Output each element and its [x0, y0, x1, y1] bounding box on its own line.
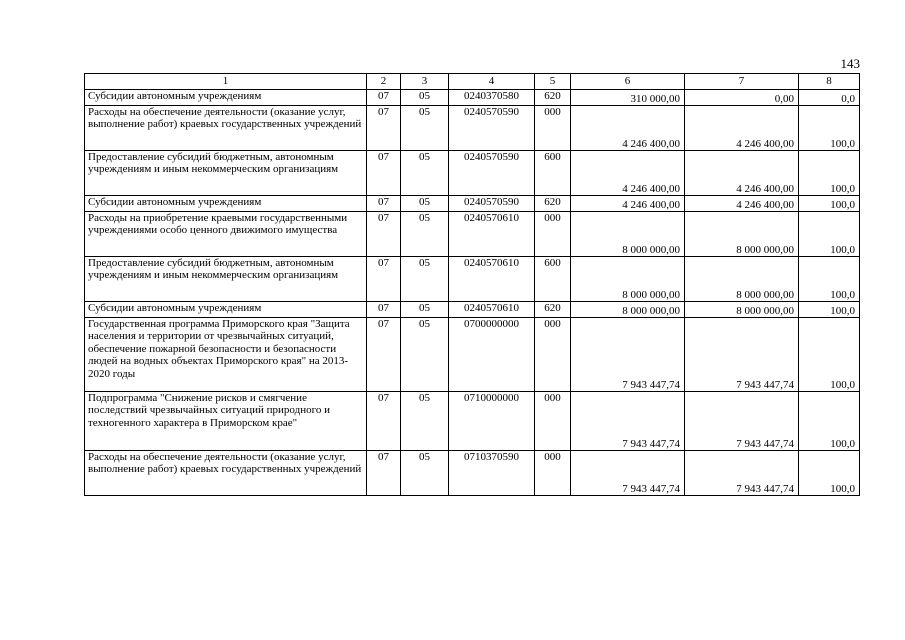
row-expense-type: 000: [535, 318, 571, 392]
table-row: [85, 451, 860, 496]
row-target-code: 0240570610: [449, 302, 535, 318]
row-percent: 100,0: [799, 451, 860, 496]
header-cell: 4: [449, 74, 535, 90]
table-row: [85, 392, 860, 451]
row-plan-amount: 7 943 447,74: [571, 318, 685, 392]
row-subsection: 05: [401, 451, 449, 496]
table-row: [85, 257, 860, 302]
row-section: 07: [367, 106, 401, 151]
table-row: [85, 151, 860, 196]
row-plan-amount: 4 246 400,00: [571, 196, 685, 212]
row-actual-amount: 4 246 400,00: [685, 151, 799, 196]
header-row: [85, 74, 860, 90]
row-actual-amount: 8 000 000,00: [685, 302, 799, 318]
row-target-code: 0700000000: [449, 318, 535, 392]
row-name: Предоставление субсидий бюджетным, автономным учреждениям и иным некоммерческим организациям: [85, 151, 367, 196]
row-percent: 100,0: [799, 212, 860, 257]
row-section: 07: [367, 318, 401, 392]
row-subsection: 05: [401, 90, 449, 106]
row-plan-amount: 8 000 000,00: [571, 257, 685, 302]
row-name: Субсидии автономным учреждениям: [85, 90, 367, 106]
row-subsection: 05: [401, 212, 449, 257]
row-section: 07: [367, 196, 401, 212]
row-plan-amount: 310 000,00: [571, 90, 685, 106]
row-name: Субсидии автономным учреждениям: [85, 196, 367, 212]
row-percent: 100,0: [799, 318, 860, 392]
row-actual-amount: 8 000 000,00: [685, 257, 799, 302]
header-cell: 3: [401, 74, 449, 90]
row-target-code: 0240570590: [449, 106, 535, 151]
row-section: 07: [367, 212, 401, 257]
row-plan-amount: 7 943 447,74: [571, 392, 685, 451]
row-plan-amount: 4 246 400,00: [571, 106, 685, 151]
row-expense-type: 600: [535, 257, 571, 302]
row-section: 07: [367, 392, 401, 451]
row-percent: 100,0: [799, 196, 860, 212]
table-row: [85, 212, 860, 257]
row-actual-amount: 7 943 447,74: [685, 318, 799, 392]
header-cell: 6: [571, 74, 685, 90]
row-section: 07: [367, 151, 401, 196]
row-plan-amount: 8 000 000,00: [571, 302, 685, 318]
row-subsection: 05: [401, 318, 449, 392]
row-actual-amount: 7 943 447,74: [685, 451, 799, 496]
header-cell: 2: [367, 74, 401, 90]
row-subsection: 05: [401, 106, 449, 151]
row-expense-type: 620: [535, 302, 571, 318]
row-target-code: 0240370580: [449, 90, 535, 106]
row-section: 07: [367, 451, 401, 496]
row-expense-type: 620: [535, 90, 571, 106]
row-section: 07: [367, 90, 401, 106]
row-subsection: 05: [401, 196, 449, 212]
row-subsection: 05: [401, 392, 449, 451]
row-actual-amount: 0,00: [685, 90, 799, 106]
row-plan-amount: 7 943 447,74: [571, 451, 685, 496]
row-target-code: 0240570610: [449, 257, 535, 302]
row-expense-type: 600: [535, 151, 571, 196]
row-name: Расходы на приобретение краевыми государственными учреждениями особо ценного движимого имущества: [85, 212, 367, 257]
row-expense-type: 620: [535, 196, 571, 212]
table-row: [85, 302, 860, 318]
row-percent: 100,0: [799, 392, 860, 451]
row-name: Расходы на обеспечение деятельности (оказание услуг, выполнение работ) краевых государственных учреждений: [85, 106, 367, 151]
row-target-code: 0240570590: [449, 196, 535, 212]
row-section: 07: [367, 257, 401, 302]
row-plan-amount: 4 246 400,00: [571, 151, 685, 196]
row-name: Предоставление субсидий бюджетным, автономным учреждениям и иным некоммерческим организациям: [85, 257, 367, 302]
row-target-code: 0710370590: [449, 451, 535, 496]
row-subsection: 05: [401, 151, 449, 196]
row-actual-amount: 4 246 400,00: [685, 106, 799, 151]
row-percent: 100,0: [799, 257, 860, 302]
row-target-code: 0710000000: [449, 392, 535, 451]
row-name: Государственная программа Приморского края "Защита населения и территории от чрезвычайных ситуаций, обеспечение пожарной безопасности и безопасности людей на водных объектах Приморского края" на 2013-2020 годы: [85, 318, 367, 392]
row-name: Субсидии автономным учреждениям: [85, 302, 367, 318]
budget-table: [84, 73, 860, 496]
header-cell: 5: [535, 74, 571, 90]
row-target-code: 0240570590: [449, 151, 535, 196]
row-percent: 100,0: [799, 151, 860, 196]
header-cell: 1: [85, 74, 367, 90]
row-expense-type: 000: [535, 451, 571, 496]
header-cell: 7: [685, 74, 799, 90]
row-percent: 0,0: [799, 90, 860, 106]
table-row: [85, 196, 860, 212]
row-actual-amount: 7 943 447,74: [685, 392, 799, 451]
row-actual-amount: 4 246 400,00: [685, 196, 799, 212]
row-percent: 100,0: [799, 106, 860, 151]
row-plan-amount: 8 000 000,00: [571, 212, 685, 257]
row-name: Подпрограмма "Снижение рисков и смягчение последствий чрезвычайных ситуаций природного и техногенного характера в Приморском крае": [85, 392, 367, 451]
row-subsection: 05: [401, 257, 449, 302]
table-row: [85, 90, 860, 106]
table-row: [85, 106, 860, 151]
row-section: 07: [367, 302, 401, 318]
header-cell: 8: [799, 74, 860, 90]
row-subsection: 05: [401, 302, 449, 318]
table-row: [85, 318, 860, 392]
row-expense-type: 000: [535, 392, 571, 451]
row-target-code: 0240570610: [449, 212, 535, 257]
row-expense-type: 000: [535, 106, 571, 151]
page-number: 143: [840, 56, 860, 71]
row-actual-amount: 8 000 000,00: [685, 212, 799, 257]
row-percent: 100,0: [799, 302, 860, 318]
row-expense-type: 000: [535, 212, 571, 257]
row-name: Расходы на обеспечение деятельности (оказание услуг, выполнение работ) краевых государственных учреждений: [85, 451, 367, 496]
